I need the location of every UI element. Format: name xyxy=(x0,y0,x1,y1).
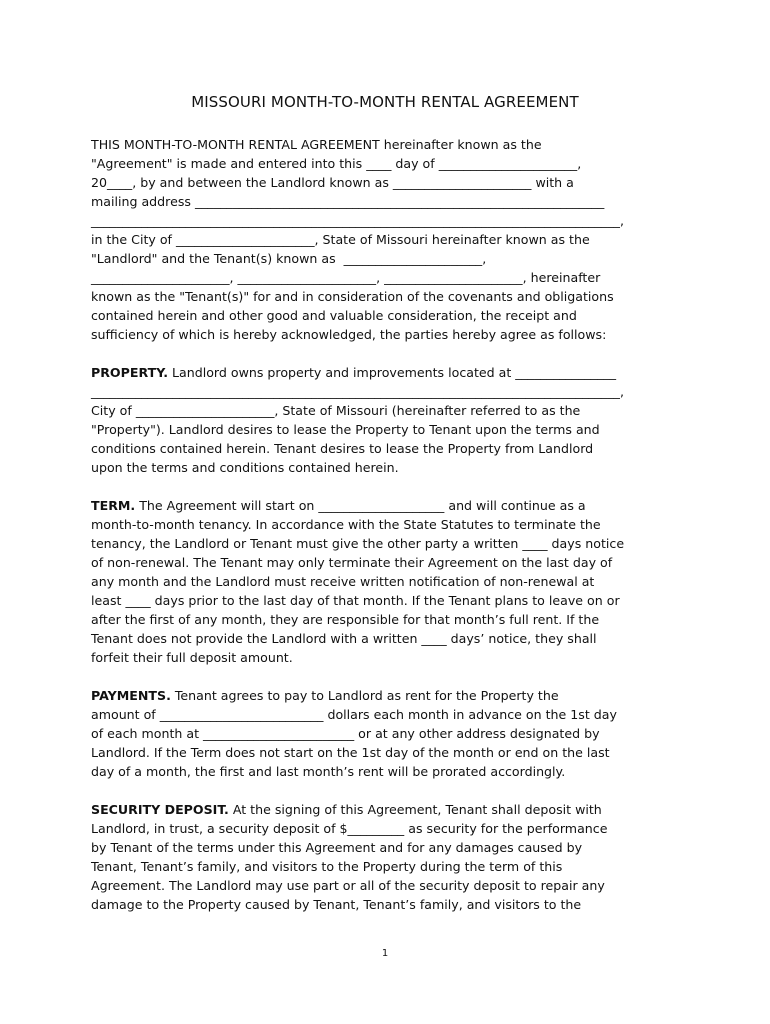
paragraph-gap xyxy=(91,667,691,686)
property-line: "Property"). Landlord desires to lease the Property to Tenant upon the terms and xyxy=(91,422,600,437)
term-text: The Agreement will start on ____________________ and will continue as a xyxy=(135,498,586,513)
paragraph-gap xyxy=(91,477,691,496)
paragraph-gap xyxy=(91,781,691,800)
intro-line: "Agreement" is made and entered into this ____ day of ______________________, xyxy=(91,156,582,171)
security-deposit-first-line xyxy=(91,800,691,819)
payments-heading: PAYMENTS. xyxy=(91,688,171,703)
term-line: least ____ days prior to the last day of that month. If the Tenant plans to leave on or xyxy=(91,593,620,608)
paragraph-gap xyxy=(91,344,691,363)
payments-text: Tenant agrees to pay to Landlord as rent for the Property the xyxy=(170,688,559,703)
term-section xyxy=(91,496,691,667)
intro-line: mailing address _________________________________________________________________ xyxy=(91,194,605,209)
property-line: conditions contained herein. Tenant desires to lease the Property from Landlord xyxy=(91,441,594,456)
property-line: upon the terms and conditions contained herein. xyxy=(91,460,399,475)
term-line: tenancy, the Landlord or Tenant must give the other party a written ____ days notice xyxy=(91,536,625,551)
intro-line: "Landlord" and the Tenant(s) known as ______________________, xyxy=(91,251,487,266)
term-line: month-to-month tenancy. In accordance with the State Statutes to terminate the xyxy=(91,517,601,532)
payments-first-line xyxy=(91,686,691,705)
term-line: any month and the Landlord must receive written notification of non-renewal at xyxy=(91,574,595,589)
page-number: 1 xyxy=(381,948,389,959)
property-first-line xyxy=(91,363,691,382)
security-deposit-line: Landlord, in trust, a security deposit of $_________ as security for the performance xyxy=(91,821,608,836)
payments-line: day of a month, the first and last month’s rent will be prorated accordingly. xyxy=(91,764,566,779)
intro-line: known as the "Tenant(s)" for and in consideration of the covenants and obligations xyxy=(91,289,614,304)
property-section xyxy=(91,363,691,477)
intro-line: THIS MONTH-TO-MONTH RENTAL AGREEMENT hereinafter known as the xyxy=(91,137,542,152)
payments-line: Landlord. If the Term does not start on the 1st day of the month or end on the last xyxy=(91,745,610,760)
property-heading: PROPERTY. xyxy=(91,365,169,380)
term-line: Tenant does not provide the Landlord with a written ____ days’ notice, they shall xyxy=(91,631,597,646)
intro-line: ______________________, ______________________, ______________________, hereinafter xyxy=(91,270,601,285)
payments-line: of each month at ________________________ or at any other address designated by xyxy=(91,726,600,741)
intro-paragraph xyxy=(91,135,691,344)
property-line: City of ______________________, State of Missouri (hereinafter referred to as the xyxy=(91,403,581,418)
document-body xyxy=(91,135,691,914)
property-text: Landlord owns property and improvements located at ________________ xyxy=(168,365,617,380)
intro-line: in the City of ______________________, State of Missouri hereinafter known as the xyxy=(91,232,590,247)
term-line: after the first of any month, they are responsible for that month’s full rent. If the xyxy=(91,612,600,627)
document-title: MISSOURI MONTH-TO-MONTH RENTAL AGREEMENT xyxy=(191,93,579,111)
intro-line: sufficiency of which is hereby acknowledged, the parties hereby agree as follows: xyxy=(91,327,607,342)
security-deposit-line: by Tenant of the terms under this Agreement and for any damages caused by xyxy=(91,840,583,855)
term-first-line xyxy=(91,496,691,515)
security-deposit-heading: SECURITY DEPOSIT. xyxy=(91,802,229,817)
security-deposit-line: damage to the Property caused by Tenant, Tenant’s family, and visitors to the xyxy=(91,897,582,912)
term-heading: TERM. xyxy=(91,498,136,513)
security-deposit-section xyxy=(91,800,691,914)
intro-line: contained herein and other good and valuable consideration, the receipt and xyxy=(91,308,577,323)
payments-section xyxy=(91,686,691,781)
payments-line: amount of __________________________ dollars each month in advance on the 1st day xyxy=(91,707,617,722)
term-line: of non-renewal. The Tenant may only terminate their Agreement on the last day of xyxy=(91,555,613,570)
intro-line: 20____, by and between the Landlord known as ______________________ with a xyxy=(91,175,574,190)
term-line: forfeit their full deposit amount. xyxy=(91,650,293,665)
security-deposit-line: Agreement. The Landlord may use part or all of the security deposit to repair any xyxy=(91,878,605,893)
property-line: ____________________________________________________________________________________, xyxy=(91,384,624,399)
security-deposit-text: At the signing of this Agreement, Tenant shall deposit with xyxy=(228,802,602,817)
intro-line: ____________________________________________________________________________________, xyxy=(91,213,624,228)
security-deposit-line: Tenant, Tenant’s family, and visitors to the Property during the term of this xyxy=(91,859,563,874)
